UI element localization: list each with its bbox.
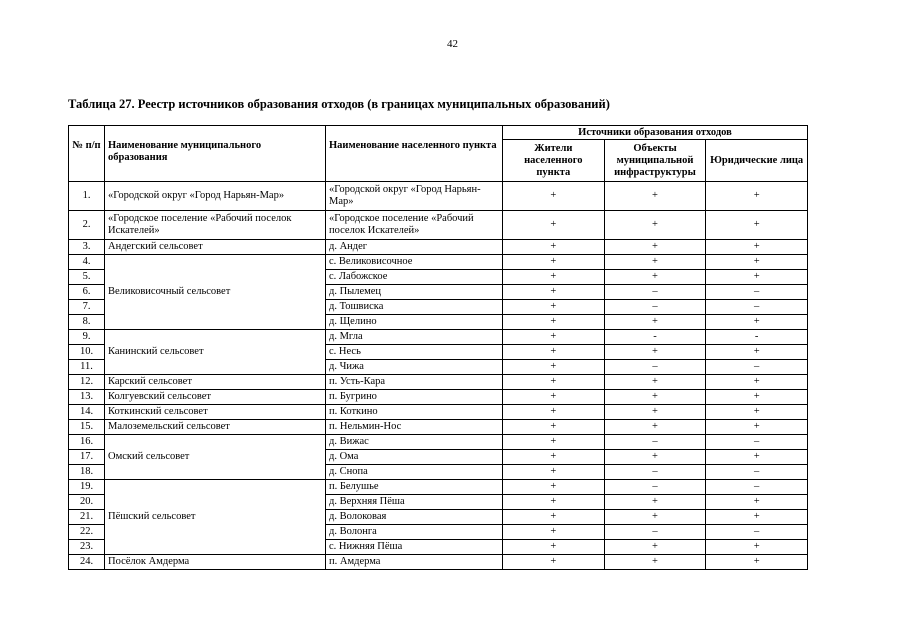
row-number: 14. xyxy=(69,405,105,420)
legal-mark: + xyxy=(706,555,808,570)
table-row xyxy=(69,330,808,345)
settlement-cell: д. Чижа xyxy=(326,360,503,375)
infrastructure-mark: + xyxy=(604,182,706,211)
legal-mark: – xyxy=(706,435,808,450)
municipality-cell: Колгуевский сельсовет xyxy=(105,390,326,405)
row-number: 13. xyxy=(69,390,105,405)
legal-mark: + xyxy=(706,450,808,465)
infrastructure-mark: + xyxy=(604,450,706,465)
legal-mark: – xyxy=(706,480,808,495)
infrastructure-mark: + xyxy=(604,540,706,555)
residents-mark: + xyxy=(503,270,605,285)
row-number: 11. xyxy=(69,360,105,375)
municipality-cell: Канинский сельсовет xyxy=(105,330,326,375)
infrastructure-mark: + xyxy=(604,211,706,240)
residents-mark: + xyxy=(503,300,605,315)
residents-mark: + xyxy=(503,465,605,480)
row-number: 20. xyxy=(69,495,105,510)
table-row xyxy=(69,420,808,435)
infrastructure-mark: - xyxy=(604,330,706,345)
municipality-cell: Коткинский сельсовет xyxy=(105,405,326,420)
header-sources: Источники образования отходов xyxy=(503,126,808,140)
legal-mark: – xyxy=(706,525,808,540)
row-number: 3. xyxy=(69,240,105,255)
row-number: 4. xyxy=(69,255,105,270)
settlement-cell: с. Лабожское xyxy=(326,270,503,285)
row-number: 17. xyxy=(69,450,105,465)
legal-mark: + xyxy=(706,315,808,330)
row-number: 22. xyxy=(69,525,105,540)
residents-mark: + xyxy=(503,555,605,570)
residents-mark: + xyxy=(503,330,605,345)
legal-mark: + xyxy=(706,390,808,405)
residents-mark: + xyxy=(503,405,605,420)
settlement-cell: д. Пылемец xyxy=(326,285,503,300)
legal-mark: – xyxy=(706,285,808,300)
residents-mark: + xyxy=(503,240,605,255)
waste-sources-registry-table xyxy=(68,125,808,570)
legal-mark: – xyxy=(706,300,808,315)
municipality-cell: Посёлок Амдерма xyxy=(105,555,326,570)
municipality-cell: Пёшский сельсовет xyxy=(105,480,326,555)
row-number: 8. xyxy=(69,315,105,330)
residents-mark: + xyxy=(503,211,605,240)
settlement-cell: д. Щелино xyxy=(326,315,503,330)
row-number: 1. xyxy=(69,182,105,211)
header-num: № п/п xyxy=(69,126,105,182)
municipality-cell: Андегский сельсовет xyxy=(105,240,326,255)
header-settlement: Наименование населенного пункта xyxy=(326,126,503,182)
infrastructure-mark: + xyxy=(604,345,706,360)
row-number: 9. xyxy=(69,330,105,345)
residents-mark: + xyxy=(503,540,605,555)
settlement-cell: п. Усть-Кара xyxy=(326,375,503,390)
legal-mark: + xyxy=(706,405,808,420)
settlement-cell: д. Тошвиска xyxy=(326,300,503,315)
infrastructure-mark: + xyxy=(604,390,706,405)
table-row xyxy=(69,240,808,255)
table-row xyxy=(69,480,808,495)
municipality-cell: «Городской округ «Город Нарьян-Мар» xyxy=(105,182,326,211)
table-row xyxy=(69,435,808,450)
infrastructure-mark: – xyxy=(604,285,706,300)
row-number: 6. xyxy=(69,285,105,300)
residents-mark: + xyxy=(503,182,605,211)
settlement-cell: д. Снопа xyxy=(326,465,503,480)
header-municipality: Наименование муниципального образования xyxy=(105,126,326,182)
row-number: 7. xyxy=(69,300,105,315)
residents-mark: + xyxy=(503,450,605,465)
legal-mark: + xyxy=(706,182,808,211)
residents-mark: + xyxy=(503,525,605,540)
table-row xyxy=(69,375,808,390)
table-row xyxy=(69,255,808,270)
municipality-cell: Великовисочный сельсовет xyxy=(105,255,326,330)
residents-mark: + xyxy=(503,360,605,375)
residents-mark: + xyxy=(503,495,605,510)
table-row xyxy=(69,182,808,211)
settlement-cell: п. Нельмин-Нос xyxy=(326,420,503,435)
table-row xyxy=(69,405,808,420)
infrastructure-mark: – xyxy=(604,300,706,315)
table-row xyxy=(69,211,808,240)
residents-mark: + xyxy=(503,285,605,300)
infrastructure-mark: + xyxy=(604,420,706,435)
residents-mark: + xyxy=(503,255,605,270)
legal-mark: – xyxy=(706,360,808,375)
legal-mark: – xyxy=(706,465,808,480)
legal-mark: + xyxy=(706,540,808,555)
settlement-cell: п. Бугрино xyxy=(326,390,503,405)
infrastructure-mark: – xyxy=(604,525,706,540)
settlement-cell: с. Великовисочное xyxy=(326,255,503,270)
legal-mark: - xyxy=(706,330,808,345)
settlement-cell: «Городской округ «Город Нарьян-Мар» xyxy=(326,182,503,211)
settlement-cell: д. Ома xyxy=(326,450,503,465)
infrastructure-mark: + xyxy=(604,375,706,390)
infrastructure-mark: + xyxy=(604,405,706,420)
settlement-cell: д. Вижас xyxy=(326,435,503,450)
residents-mark: + xyxy=(503,420,605,435)
legal-mark: + xyxy=(706,345,808,360)
row-number: 5. xyxy=(69,270,105,285)
settlement-cell: с. Нижняя Пёша xyxy=(326,540,503,555)
infrastructure-mark: + xyxy=(604,510,706,525)
municipality-cell: «Городское поселение «Рабочий поселок Искателей» xyxy=(105,211,326,240)
settlement-cell: д. Волонга xyxy=(326,525,503,540)
infrastructure-mark: + xyxy=(604,270,706,285)
legal-mark: + xyxy=(706,270,808,285)
settlement-cell: «Городское поселение «Рабочий поселок Искателей» xyxy=(326,211,503,240)
municipality-cell: Омский сельсовет xyxy=(105,435,326,480)
settlement-cell: д. Андег xyxy=(326,240,503,255)
row-number: 21. xyxy=(69,510,105,525)
settlement-cell: д. Волоковая xyxy=(326,510,503,525)
infrastructure-mark: + xyxy=(604,555,706,570)
row-number: 12. xyxy=(69,375,105,390)
settlement-cell: п. Белушье xyxy=(326,480,503,495)
row-number: 2. xyxy=(69,211,105,240)
row-number: 10. xyxy=(69,345,105,360)
infrastructure-mark: – xyxy=(604,480,706,495)
header-infrastructure: Объекты муниципальной инфраструктуры xyxy=(604,140,706,182)
legal-mark: + xyxy=(706,495,808,510)
infrastructure-mark: + xyxy=(604,240,706,255)
municipality-cell: Малоземельский сельсовет xyxy=(105,420,326,435)
row-number: 23. xyxy=(69,540,105,555)
residents-mark: + xyxy=(503,510,605,525)
row-number: 24. xyxy=(69,555,105,570)
infrastructure-mark: – xyxy=(604,360,706,375)
residents-mark: + xyxy=(503,390,605,405)
settlement-cell: с. Несь xyxy=(326,345,503,360)
infrastructure-mark: + xyxy=(604,315,706,330)
table-row xyxy=(69,555,808,570)
page-number: 42 xyxy=(447,38,458,50)
residents-mark: + xyxy=(503,375,605,390)
legal-mark: + xyxy=(706,240,808,255)
legal-mark: + xyxy=(706,211,808,240)
row-number: 16. xyxy=(69,435,105,450)
settlement-cell: п. Коткино xyxy=(326,405,503,420)
legal-mark: + xyxy=(706,510,808,525)
infrastructure-mark: + xyxy=(604,255,706,270)
legal-mark: + xyxy=(706,255,808,270)
row-number: 18. xyxy=(69,465,105,480)
residents-mark: + xyxy=(503,345,605,360)
municipality-cell: Карский сельсовет xyxy=(105,375,326,390)
header-residents: Жители населенного пункта xyxy=(503,140,605,182)
residents-mark: + xyxy=(503,315,605,330)
header-legal-entities: Юридические лица xyxy=(706,140,808,182)
row-number: 15. xyxy=(69,420,105,435)
legal-mark: + xyxy=(706,375,808,390)
infrastructure-mark: – xyxy=(604,465,706,480)
infrastructure-mark: – xyxy=(604,435,706,450)
legal-mark: + xyxy=(706,420,808,435)
row-number: 19. xyxy=(69,480,105,495)
infrastructure-mark: + xyxy=(604,495,706,510)
residents-mark: + xyxy=(503,480,605,495)
settlement-cell: д. Мгла xyxy=(326,330,503,345)
settlement-cell: д. Верхняя Пёша xyxy=(326,495,503,510)
settlement-cell: п. Амдерма xyxy=(326,555,503,570)
residents-mark: + xyxy=(503,435,605,450)
table-title: Таблица 27. Реестр источников образования отходов (в границах муниципальных образований) xyxy=(68,97,610,111)
table-row xyxy=(69,390,808,405)
